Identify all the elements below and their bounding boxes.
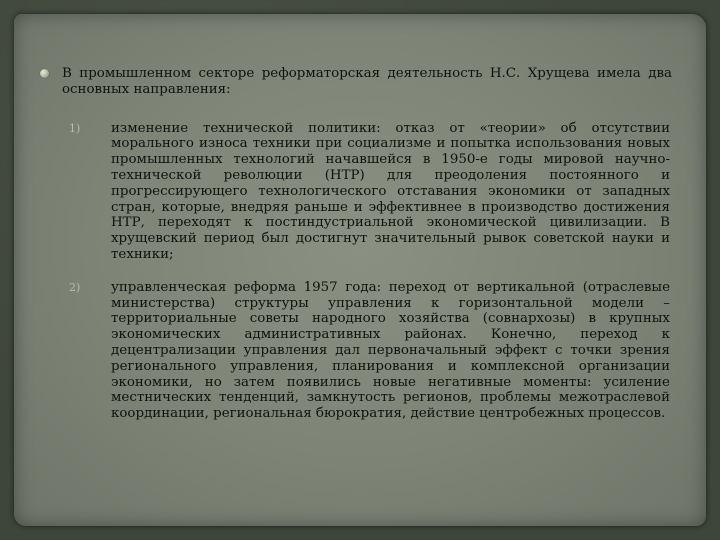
numbered-list: [40, 121, 672, 422]
intro-text: В промышленном секторе реформаторская деятельность Н.С. Хрущева имела два основных направления:: [62, 66, 672, 97]
list-item-number: 1): [69, 121, 81, 135]
slide-content: [40, 66, 672, 422]
intro-bullet: [40, 66, 672, 98]
list-item-number: 2): [69, 280, 81, 294]
bullet-dot-icon: [40, 69, 49, 78]
list-item-text: изменение технической политики: отказ от «теории» об отсутствии морального износа техники при социализме и попытка использования новых промышленных технологий начавшейся в 1950-е годы мировой научно-технической революции (НТР) для преодоления постоянного и прогрессирующего технологического отставания экономики от западных стран, которые, внедряя раньше и эффективнее в производство достижения НТР, переходят к постиндустриальной экономической цивилизации. В хрущевский период был достигнут значительный рывок советской науки и техники;: [111, 120, 670, 262]
list-item: [40, 280, 670, 422]
list-item-text: управленческая реформа 1957 года: переход от вертикальной (отраслевые министерства) структуры управления к горизонтальной модели – территориальные советы народного хозяйства (совнархозы) в крупных экономических административных районах. Конечно, переход к децентрализации управления дал первоначальный эффект с точки зрения регионального управления, планирования и комплексной организации экономики, но затем появились новые негативные моменты: усиление местнических тенденций, замкнутость регионов, проблемы межотраслевой координации, региональная бюрократия, действие центробежных процессов.: [111, 279, 670, 422]
list-item: [40, 121, 670, 263]
